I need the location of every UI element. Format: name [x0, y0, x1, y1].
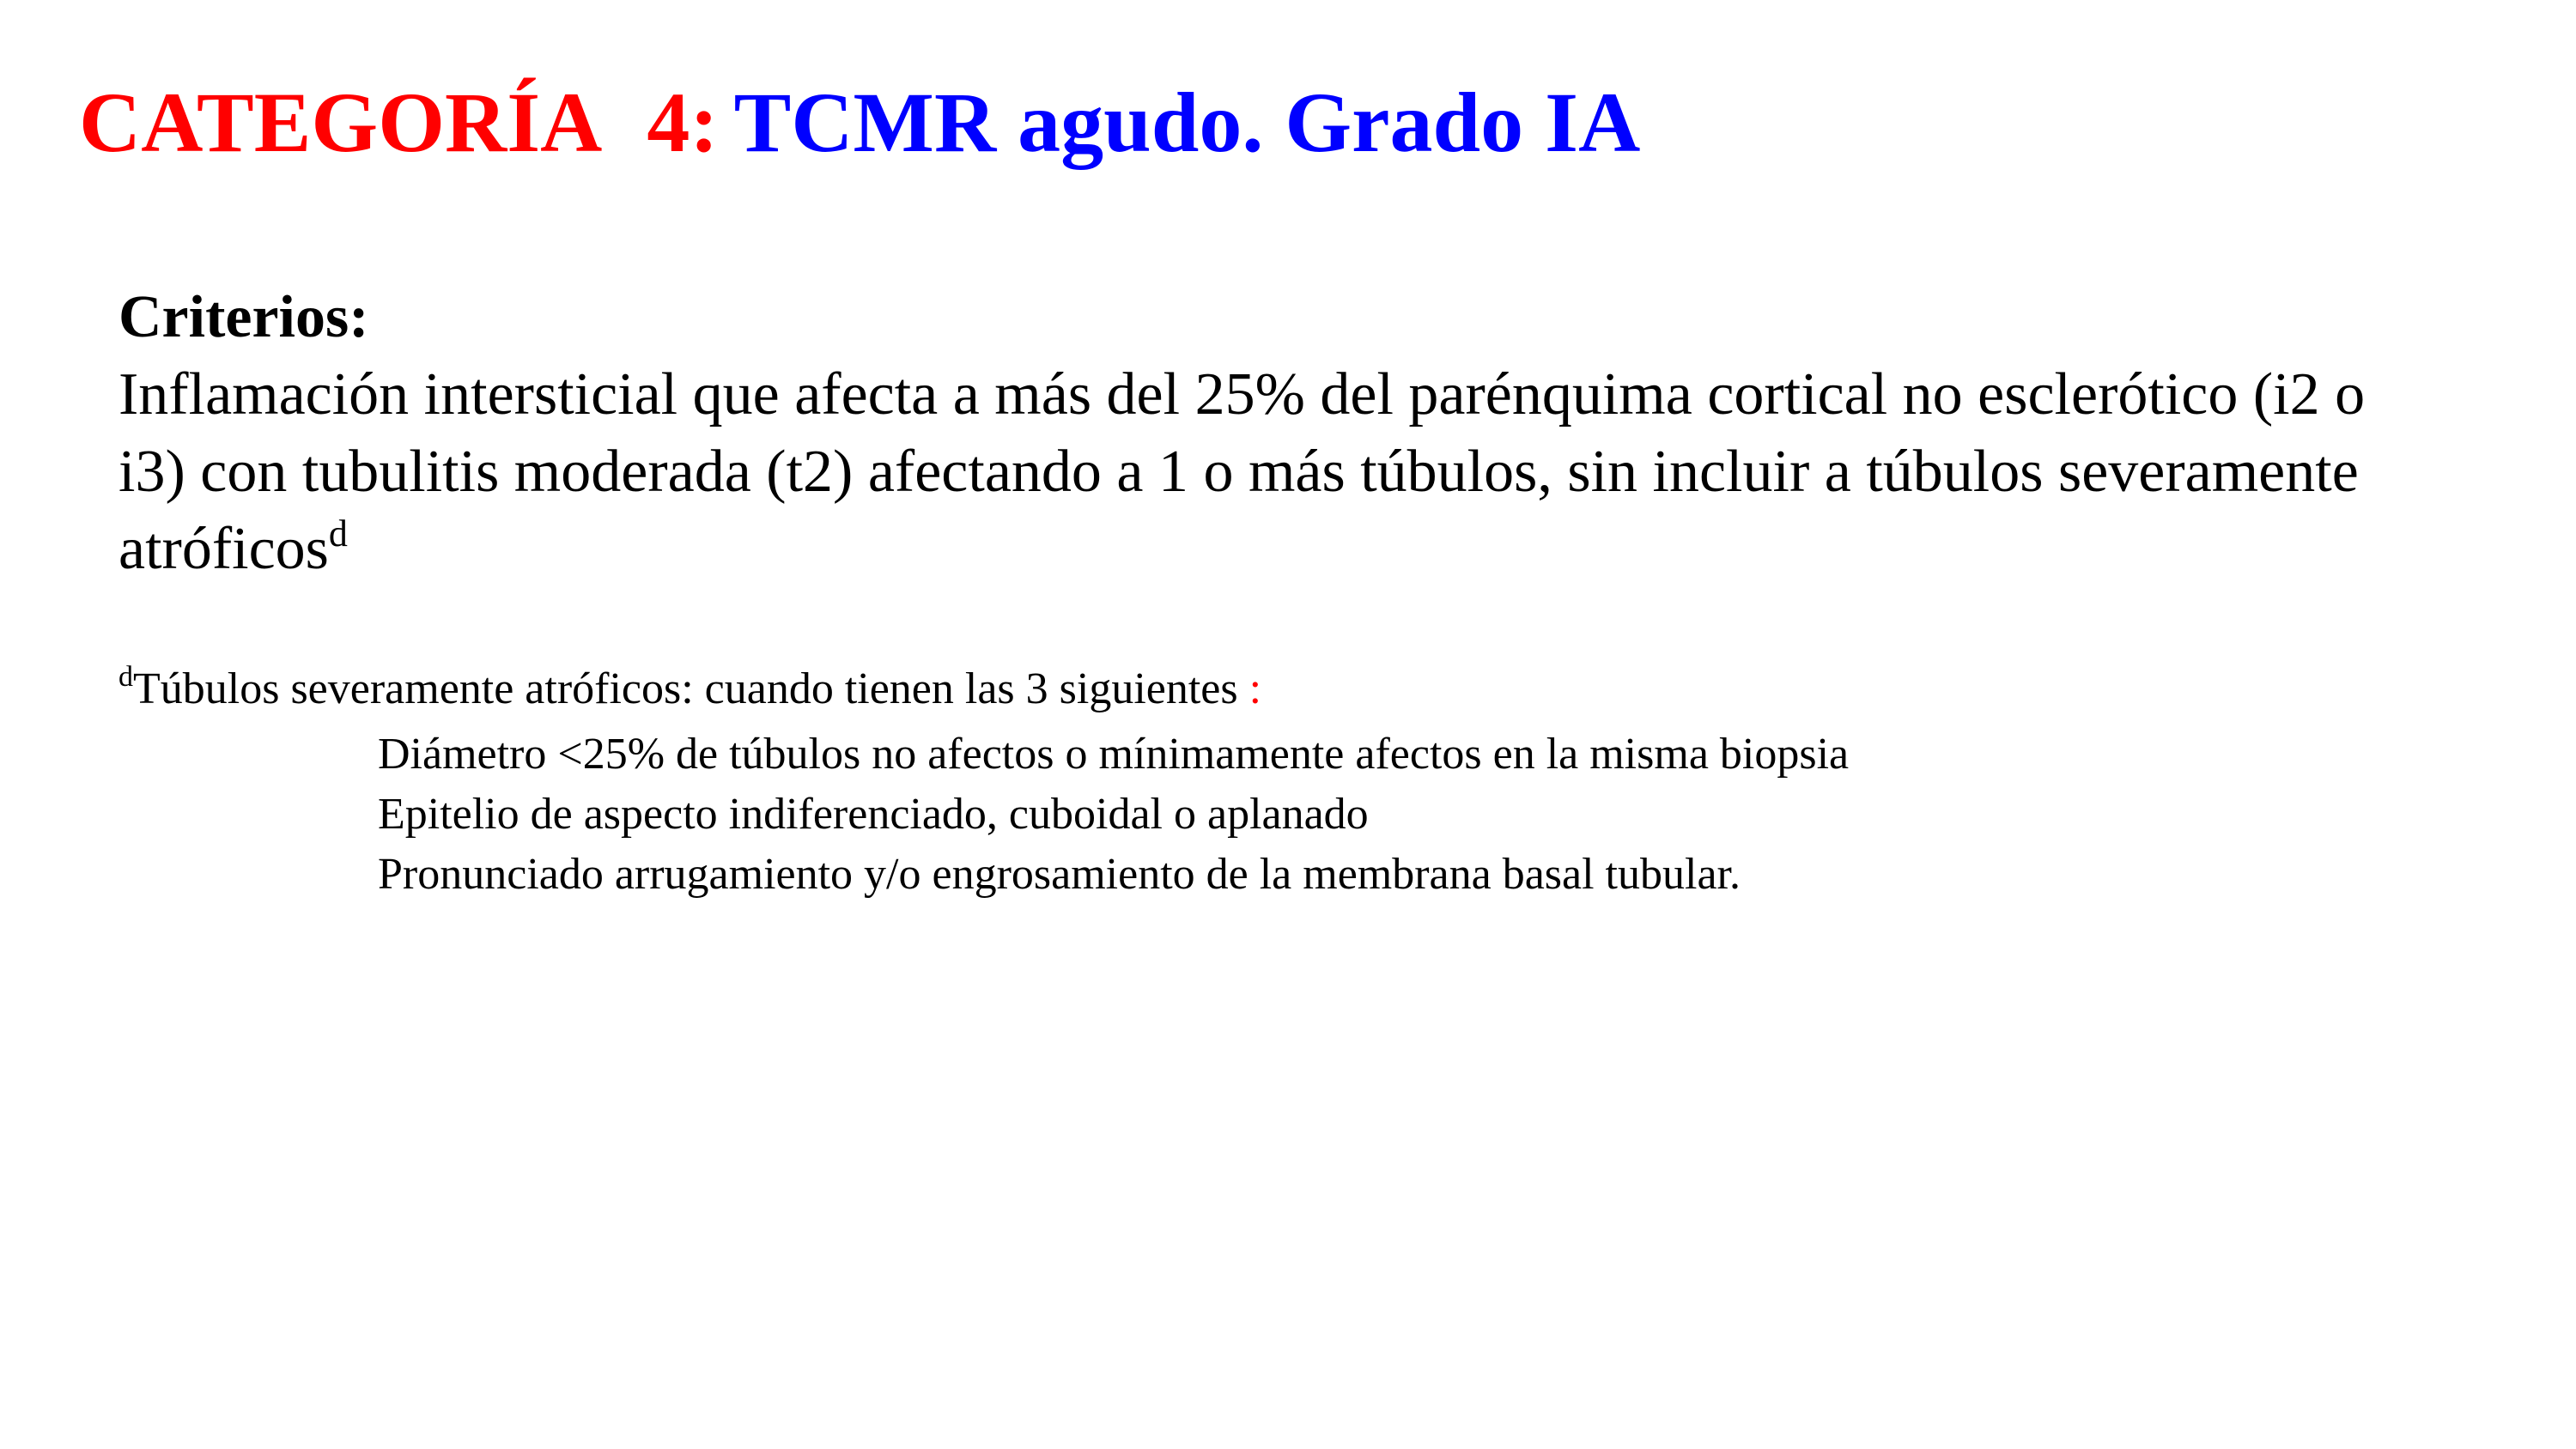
- footnote-intro: [118, 659, 2437, 724]
- title-diagnosis: TCMR agudo. Grado IA: [733, 75, 1641, 170]
- list-item: Epitelio de aspecto indiferenciado, cuboidal o aplanado: [378, 790, 1369, 839]
- footnote-marker: d: [118, 661, 133, 693]
- title-category-number: 4:: [647, 75, 719, 170]
- criteria-paragraph: [118, 356, 2437, 595]
- footnote-section: [118, 659, 2437, 905]
- list-item: Pronunciado arrugamiento y/o engrosamiento de la membrana basal tubular.: [378, 850, 1741, 899]
- footnote-intro-text: Túbulos severamente atróficos: cuando tienen las 3 siguientes: [133, 664, 1249, 713]
- footnote-reference: d: [328, 512, 348, 555]
- list-item: Diámetro <25% de túbulos no afectos o mínimamente afectos en la misma biopsia: [378, 730, 1850, 779]
- footnote-criteria-list: [118, 724, 2437, 905]
- criteria-section: [118, 279, 2437, 595]
- title-category: CATEGORÍA: [79, 75, 603, 170]
- footnote-colon: :: [1249, 664, 1262, 713]
- slide-title: [79, 67, 1640, 179]
- criteria-heading: Criterios:: [118, 284, 369, 350]
- criteria-text: Inflamación intersticial que afecta a más del 25% del parénquima cortical no esclerótico (i2 o i3) con tubulitis moderada (t2) afectando a 1 o más túbulos, sin incluir a túbulos severamente atróficos: [118, 361, 2366, 582]
